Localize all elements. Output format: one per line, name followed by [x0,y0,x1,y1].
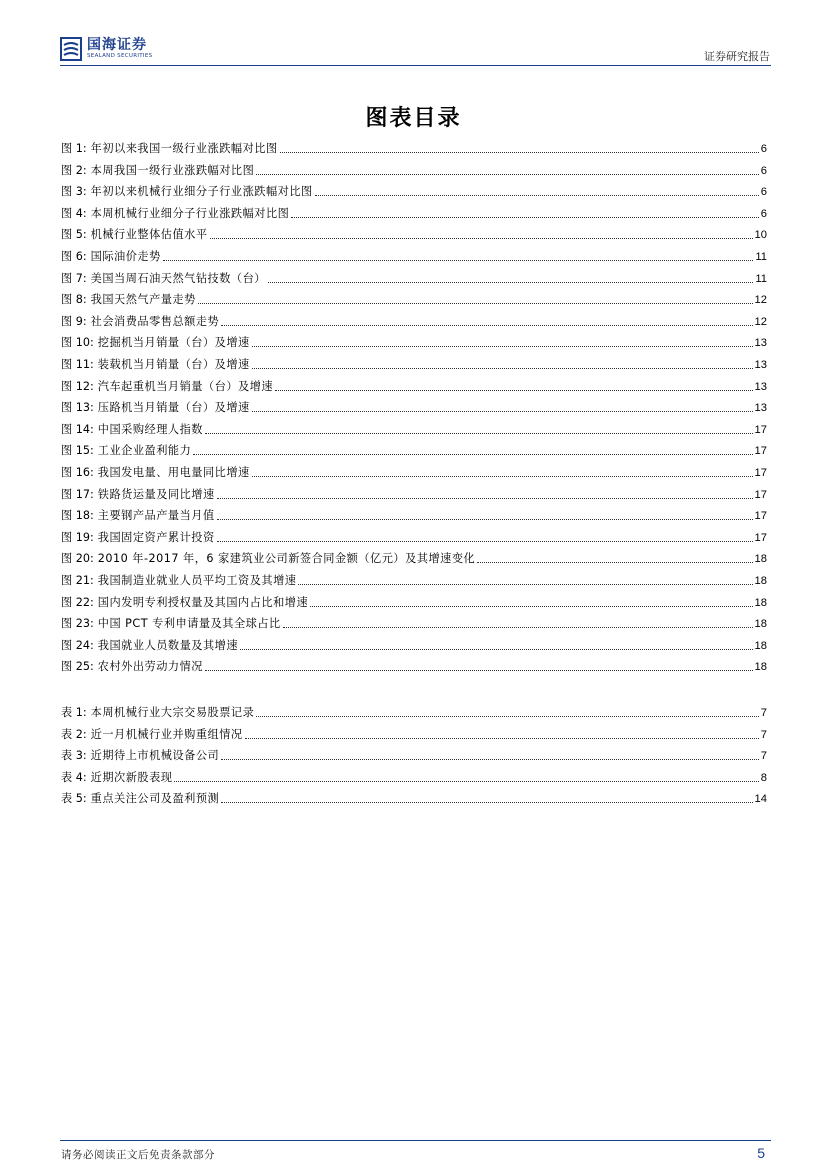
header-divider [60,65,771,66]
page-title: 图表目录 [365,106,462,131]
toc-entry-title: 中国采购经理人指数 [97,422,203,436]
toc-entry-number: 图 21: [61,574,94,587]
toc-figure-entry[interactable] [61,460,767,480]
page-header [60,34,770,64]
toc-entry-title: 年初以来我国一级行业涨跌幅对比图 [90,142,278,155]
toc-entry-number: 图 19: [61,530,94,544]
toc-entry-title: 近一月机械行业并购重组情况 [90,727,243,741]
toc-entry-number: 图 20: [61,552,94,566]
toc-figure-entry[interactable] [61,482,767,502]
toc-entry-title: 我国固定资产累计投资 [97,530,215,544]
toc-entry-number: 图 13: [61,401,94,415]
toc-dot-leader [240,648,753,650]
toc-dot-leader [221,758,759,760]
toc-entry-title: 机械行业整体估值水平 [90,228,208,242]
footer-divider [60,1140,771,1141]
toc-entry-number: 图 14: [61,422,94,436]
page-number: 5 [757,1145,765,1161]
toc-entry-page: 13 [754,402,767,415]
toc-entry-title: 近期次新股表现 [90,770,173,784]
toc-entry-page: 18 [754,596,767,609]
toc-entry-page: 17 [754,531,767,544]
toc-entry-page: 6 [760,186,767,199]
toc-figure-entry[interactable] [61,525,767,545]
toc-figure-entry[interactable] [61,438,767,458]
toc-entry-title: 国内发明专利授权量及其国内占比和增速 [97,595,309,609]
toc-figure-entry[interactable] [61,633,767,653]
toc-entry-page: 18 [754,639,767,652]
toc-entry-page: 17 [754,467,767,479]
toc-entry-title: 汽车起重机当月销量（台）及增速 [97,379,274,393]
toc-entry-number: 图 12: [61,379,94,393]
toc-entry-title: 铁路货运量及同比增速 [97,487,215,501]
toc-entry-number: 图 1: [61,142,87,155]
toc-entry-number: 图 3: [61,185,87,199]
toc-dot-leader [310,605,752,607]
toc-entry-number: 图 24: [61,638,94,652]
report-type-label: 证券研究报告 [704,50,770,63]
toc-entry-title: 我国制造业就业人员平均工资及其增速 [97,574,297,587]
toc-figure-entry[interactable] [61,287,767,307]
toc-dot-leader [291,216,758,218]
toc-entry-title: 本周机械行业大宗交易股票记录 [90,706,255,719]
toc-entry-title: 装载机当月销量（台）及增速 [97,358,250,371]
toc-dot-leader [205,669,753,671]
toc-entry-number: 图 10: [61,336,94,350]
toc-dot-leader [275,389,752,391]
toc-entry-page: 6 [760,143,767,155]
toc-entry-page: 14 [754,793,767,806]
toc-entry-page: 17 [754,510,767,523]
toc-entry-number: 表 1: [61,706,87,719]
toc-figure-entry[interactable] [61,352,767,372]
toc-dot-leader [315,194,759,196]
toc-figure-entry[interactable] [61,266,767,286]
toc-entry-number: 图 7: [61,271,87,285]
toc-figure-entry[interactable] [61,158,767,178]
toc-dot-leader [256,173,758,175]
toc-dot-leader [217,540,753,542]
toc-figure-entry[interactable] [61,179,767,199]
toc-entry-title: 年初以来机械行业细分子行业涨跌幅对比图 [90,185,313,199]
toc-entry-page: 18 [754,661,767,674]
toc-dot-leader [283,626,753,628]
toc-entry-page: 13 [754,359,767,371]
toc-entry-number: 图 2: [61,163,87,177]
toc-entry-number: 图 15: [61,444,94,458]
toc-dot-leader [221,801,752,803]
toc-dot-leader [217,518,753,520]
toc-table-entry[interactable] [61,700,767,720]
toc-dot-leader [163,259,754,261]
toc-figure-entry[interactable] [61,546,767,566]
toc-dot-leader [193,453,752,455]
toc-entry-title: 重点关注公司及盈利预测 [90,792,220,806]
toc-entry-page: 7 [760,728,767,741]
toc-figure-entry[interactable] [61,503,767,523]
toc-dot-leader [174,780,758,782]
toc-figure-entry[interactable] [61,590,767,610]
toc-dot-leader [252,367,753,369]
toc-entry-number: 图 25: [61,660,94,674]
toc-dot-leader [280,151,759,153]
toc-entry-title: 美国当周石油天然气钻技数（台） [90,271,266,285]
logo-chinese-name: 国海证券 [87,37,147,54]
toc-dot-leader [221,324,752,326]
toc-entry-title: 我国就业人员数量及其增速 [97,638,239,652]
toc-dot-leader [217,497,753,499]
toc-entry-number: 图 23: [61,617,94,631]
toc-entry-number: 图 18: [61,509,94,523]
toc-figure-entry[interactable] [61,244,767,264]
toc-dot-leader [210,237,753,239]
toc-entry-page: 13 [754,337,767,350]
logo-english-name: SEALAND SECURITIES [87,53,153,60]
toc-dot-leader [268,281,753,283]
toc-dot-leader [252,410,753,412]
toc-entry-title: 我国天然气产量走势 [90,293,196,307]
toc-figure-entry[interactable] [61,395,767,415]
toc-figure-entry[interactable] [61,201,767,221]
toc-entry-title: 我国发电量、用电量同比增速 [97,466,250,479]
toc-entry-page: 6 [760,164,767,177]
toc-entry-page: 18 [754,553,767,566]
toc-table-entry[interactable] [61,743,767,763]
toc-entry-number: 表 3: [61,749,87,763]
toc-entry-page: 17 [754,488,767,501]
toc-entry-page: 6 [760,207,767,220]
toc-entry-number: 图 17: [61,487,94,501]
toc-figure-entry[interactable] [61,374,767,394]
company-logo [60,34,152,64]
toc-entry-title: 主要钢产品产量当月值 [97,509,215,523]
toc-entry-page: 7 [760,707,767,719]
toc-entry-page: 10 [754,229,767,242]
toc-entry-number: 图 5: [61,228,87,242]
toc-entry-title: 2010 年-2017 年，6 家建筑业公司新签合同金额（亿元）及其增速变化 [97,552,476,566]
toc-entry-page: 18 [754,575,767,587]
sealand-logo-icon [60,37,82,61]
footer-disclaimer: 请务必阅读正文后免责条款部分 [61,1149,215,1161]
toc-dot-leader [252,345,753,347]
toc-entry-page: 11 [755,251,767,263]
toc-table-entry[interactable] [61,786,767,806]
toc-entry-page: 8 [760,771,767,784]
toc-figure-entry[interactable] [61,654,767,674]
toc-entry-number: 图 22: [61,595,94,609]
toc-dot-leader [256,715,758,717]
toc-entry-number: 表 4: [61,770,87,784]
toc-entry-number: 图 16: [61,466,94,479]
toc-dot-leader [245,737,759,739]
toc-entry-title: 社会消费品零售总额走势 [90,314,220,328]
toc-entry-title: 近期待上市机械设备公司 [90,749,220,763]
toc-dot-leader [252,475,753,477]
toc-entry-number: 图 4: [61,206,87,220]
toc-figure-entry[interactable] [61,136,767,156]
toc-entry-number: 图 11: [61,358,94,371]
toc-table-entry[interactable] [61,765,767,785]
toc-entry-page: 12 [754,294,767,307]
toc-entry-page: 12 [754,315,767,328]
toc-entry-title: 工业企业盈利能力 [97,444,192,458]
toc-entry-page: 7 [760,750,767,763]
toc-entry-number: 图 9: [61,314,87,328]
toc-entry-number: 图 6: [61,250,87,263]
toc-dot-leader [477,561,752,563]
toc-entry-title: 中国 PCT 专利申请量及其全球占比 [97,617,281,631]
toc-dot-leader [298,583,752,585]
toc-entry-title: 挖掘机当月销量（台）及增速 [97,336,250,350]
toc-figure-entry[interactable] [61,611,767,631]
toc-entry-number: 图 8: [61,293,87,307]
toc-entry-page: 17 [754,445,767,458]
toc-entry-page: 11 [755,272,767,285]
toc-dot-leader [205,432,753,434]
toc-figure-entry[interactable] [61,222,767,242]
toc-entry-page: 17 [754,423,767,436]
toc-entry-title: 本周机械行业细分子行业涨跌幅对比图 [90,206,290,220]
toc-entry-title: 国际油价走势 [90,250,161,263]
toc-figure-entry[interactable] [61,417,767,437]
toc-figure-entry[interactable] [61,330,767,350]
toc-figure-entry[interactable] [61,568,767,588]
toc-entry-number: 表 2: [61,727,87,741]
toc-entry-page: 18 [754,618,767,631]
toc-dot-leader [198,302,753,304]
toc-table-entry[interactable] [61,722,767,742]
toc-figure-entry[interactable] [61,309,767,329]
toc-entry-title: 农村外出劳动力情况 [97,660,203,674]
toc-entry-page: 13 [754,380,767,393]
toc-entry-title: 本周我国一级行业涨跌幅对比图 [90,163,255,177]
toc-entry-number: 表 5: [61,792,87,806]
toc-entry-title: 压路机当月销量（台）及增速 [97,401,250,415]
